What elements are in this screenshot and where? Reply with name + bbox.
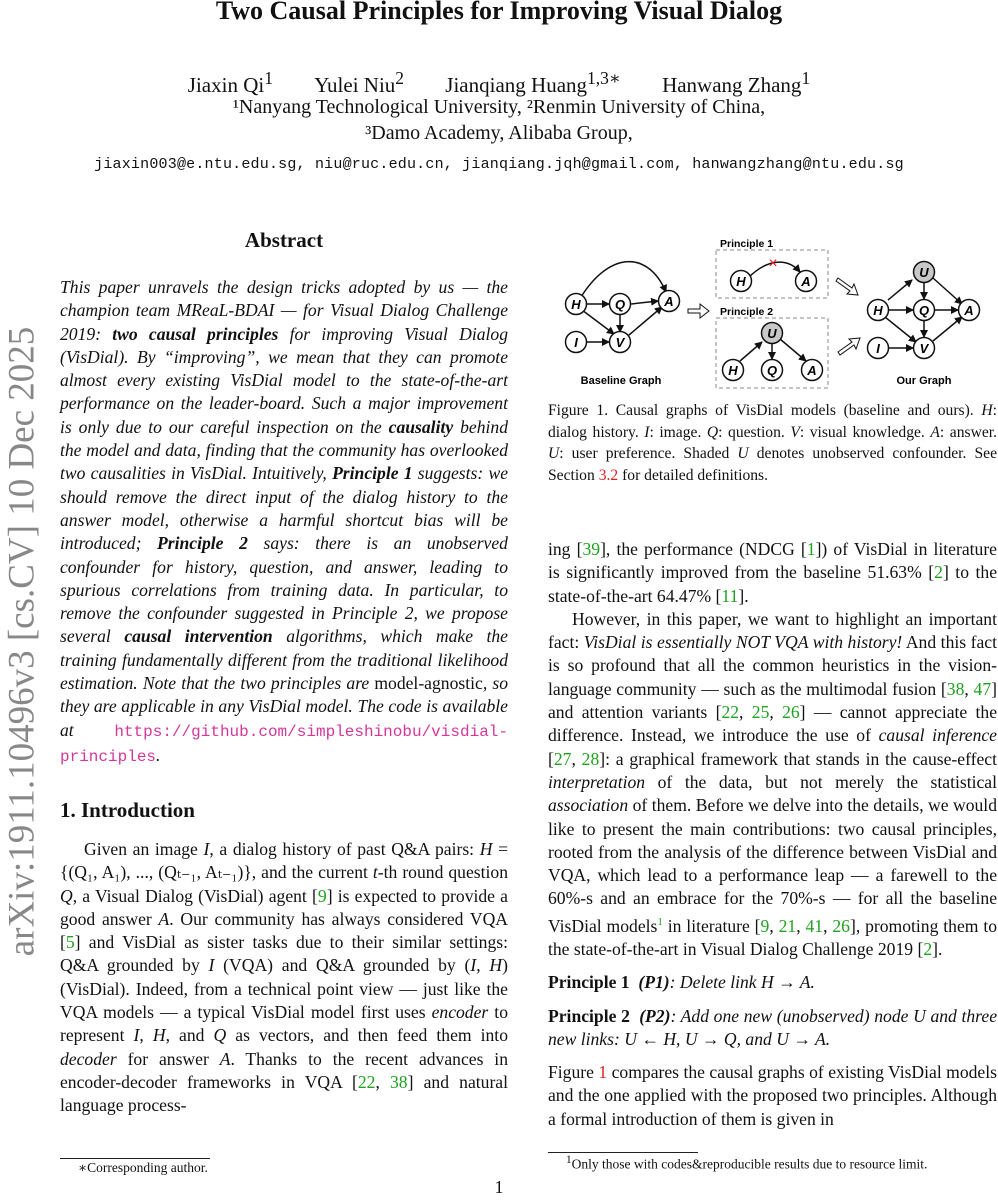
our-graph-label: Our Graph (896, 375, 952, 387)
author-list (0, 68, 998, 98)
svg-text:A: A (664, 294, 674, 309)
section-link[interactable]: 3.2 (598, 466, 619, 484)
author: Jianqiang Huang$^{1,3∗}$ (445, 68, 621, 97)
abstract-heading: Abstract (244, 228, 324, 252)
citation[interactable]: 9 (317, 885, 327, 906)
svg-text:A: A (807, 363, 817, 378)
arrow-icon (688, 304, 709, 318)
edge (885, 317, 916, 342)
citation[interactable]: 5 (65, 932, 75, 953)
paragraph: ing [39], the performance (NDCG [1]) of VisDial in literature is significantly improved from the baseline 51.63% [2] to the state-of-the-art 64.47% [11]. (548, 539, 997, 606)
svg-text:U: U (767, 326, 777, 341)
svg-text:A: A (964, 303, 974, 318)
svg-text:H: H (873, 303, 883, 318)
citation[interactable]: 1 (806, 539, 816, 559)
edge (780, 339, 806, 361)
principle-2-box (716, 306, 828, 388)
svg-text:V: V (919, 341, 929, 356)
citation[interactable]: 27 (553, 748, 572, 769)
principle-1-box (716, 238, 828, 298)
svg-text:H: H (571, 297, 581, 312)
citation[interactable]: 2 (934, 562, 943, 583)
svg-text:H: H (728, 363, 738, 378)
edge (933, 317, 962, 341)
footnote-rule (60, 1158, 210, 1159)
citation[interactable]: 25 (751, 702, 770, 723)
arrow-icon (836, 278, 858, 295)
edge (582, 310, 614, 334)
right-column-body (548, 538, 997, 1131)
baseline-graph (566, 262, 680, 387)
footnote: $^1$Only those with codes&reproducible results due to resource limit. (566, 1154, 928, 1172)
arxiv-stamp: arXiv:1911.10496v3 [cs.CV] 10 Dec 2025 (1, 326, 43, 957)
edge (933, 278, 962, 304)
citation[interactable]: 39 (582, 539, 601, 559)
citation[interactable]: 38 (946, 678, 965, 699)
citation[interactable]: 47 (973, 678, 992, 699)
edge (631, 301, 658, 304)
footnote-marker[interactable]: 1 (657, 915, 663, 928)
citation[interactable]: 9 (760, 915, 770, 936)
our-graph (868, 262, 980, 388)
paragraph: Figure 1 compares the causal graphs of existing VisDial models and the one applied with the proposed two principles. Although a formal introduction of them is given in (548, 1062, 997, 1129)
svg-text:V: V (615, 335, 625, 350)
paragraph: However, in this paper, we want to highlight an important fact: VisDial is essentially NOT VQA with history! And this fact is so profound that all the common heuristics in the vision-language community — such as the multimodal fusion [38, 47] and attention variants [22, 25, 26] — cannot appreciate the difference. Instead, we introduce the use of causal inference [27, 28]: a graphical framework that stands in the cause-effect interpretation of the data, but not merely the statistical association of them. Before we delve into the details, we would like to present the main contributions: two causal principles, rooted from the analysis of the difference between VisDial and VQA, which lead to a performance leap — a farewell to the 60%-s and an embrace for the 70%-s — for all the baseline VisDial models$^1$ in literature [9, 21, 41, 26], promoting them to the state-of-the-art in Visual Dialog Challenge 2019 [2]. (548, 608, 998, 959)
citation[interactable]: 28 (581, 748, 600, 769)
author-emails: jiaxin003@e.ntu.edu.sg, niu@ruc.edu.cn, jianqiang.jqh@gmail.com, hanwangzhang@ntu.edu.sg (94, 156, 904, 173)
citation[interactable]: 21 (778, 915, 797, 936)
footnote-rule (548, 1152, 698, 1153)
svg-text:H: H (736, 274, 746, 289)
baseline-label: Baseline Graph (580, 375, 662, 387)
edge (629, 307, 662, 335)
paper-title: Two Causal Principles for Improving Visual Dialog (215, 0, 783, 25)
svg-text:Q: Q (918, 303, 930, 318)
affiliation-line: ¹Nanyang Technological University, ²Renmin University of China, (232, 96, 766, 118)
figure-1-causal-graphs (548, 230, 997, 390)
edge (888, 280, 912, 300)
svg-text:Principle 2: Principle 2 (720, 306, 774, 318)
author: Jiaxin Qi$^1$ (187, 68, 273, 97)
svg-text:Principle 1: Principle 1 (720, 238, 774, 250)
footnote: ∗Corresponding author. (78, 1160, 208, 1175)
abstract-body: This paper unravels the design tricks adopted by us — the champion team MReaL-BDAI — for Visual Dialog Challenge 2019: two causal principles for improving Visual Dialog (VisDial). By “improving”, we mean that they can promote almost every existing VisDial model to the state-of-the-art performance on the leader-board. Such a major improvement is only due to our careful inspection on the causality behind the model and data, finding that the community has overlooked two causalities in VisDial. Intuitively, Principle 1 suggests: we should remove the direct input of the dialog history to the answer model, otherwise a harmful shortcut bias will be introduced; Principle 2 says: there is an unobserved confounder for history, question, and answer, leading to spurious correlations from training data. In particular, to remove the confounder suggested in Principle 2, we propose several causal intervention algorithms, which make the training fundamentally different from the traditional likelihood estimation. Note that the two principles are model-agnostic, so they are applicable in any VisDial model. The code is available at https://github.com/simpleshinobu/visdial-principles. (60, 277, 509, 766)
page-number: 1 (494, 1177, 504, 1197)
intro-paragraph: Given an image I, a dialog history of past Q&A pairs: H = {(Q₁, A₁), ..., (Qₜ₋₁, Aₜ₋₁)}, and the current t-th round question Q, a Visual Dialog (VisDial) agent [9] is expected to provide a good answer A. Our community has always considered VQA [5] and VisDial as sister tasks due to their similar settings: Q&A grounded by I (VQA) and Q&A grounded by (I, H) (VisDial). Indeed, from a technical point view — just like the VQA models — a typical VisDial model first uses encoder to represent I, H, and Q as vectors, and then feed them into decoder for answer A. Thanks to the recent advances in encoder-decoder frameworks in VQA [22, 38] and natural language process- (60, 839, 509, 1116)
figure-caption: Figure 1. Causal graphs of VisDial models (baseline and ours). H: dialog history. I: image. Q: question. V: visual knowledge. A: answer. U: user preference. Shaded U denotes unobserved confounder. See Section 3.2 for detailed definitions. (548, 402, 997, 484)
citation[interactable]: 22 (357, 1071, 376, 1092)
edge (740, 342, 762, 361)
citation[interactable]: 11 (721, 585, 739, 606)
affiliation-line: ³Damo Academy, Alibaba Group, (365, 122, 633, 144)
citation[interactable]: 41 (805, 915, 824, 936)
citation[interactable]: 22 (721, 702, 740, 723)
principle-1: Principle 1 (P1): Delete link H → A. (548, 972, 815, 993)
svg-text:I: I (876, 341, 880, 356)
section-heading: 1. Introduction (60, 798, 195, 822)
figure-link[interactable]: 1 (598, 1062, 608, 1083)
author: Hanwang Zhang$^1$ (662, 68, 811, 97)
principle-2: Principle 2 (P2): Add one new (unobserved) node U and three new links: U ← H, U → Q, and U → A. (548, 1005, 997, 1049)
citation[interactable]: 26 (782, 702, 800, 723)
code-link[interactable]: https://github.com/simpleshinobu/visdial-principles (60, 722, 508, 766)
svg-text:A: A (801, 274, 811, 289)
citation[interactable]: 2 (923, 938, 933, 959)
citation[interactable]: 38 (390, 1071, 408, 1092)
svg-text:Q: Q (766, 363, 778, 378)
citation[interactable]: 26 (832, 915, 850, 936)
arrow-icon (838, 338, 860, 355)
svg-text:I: I (574, 335, 578, 350)
svg-text:Q: Q (614, 297, 626, 312)
svg-text:U: U (919, 265, 929, 280)
author: Yulei Niu$^2$ (314, 68, 405, 97)
cross-icon: × (768, 255, 778, 272)
